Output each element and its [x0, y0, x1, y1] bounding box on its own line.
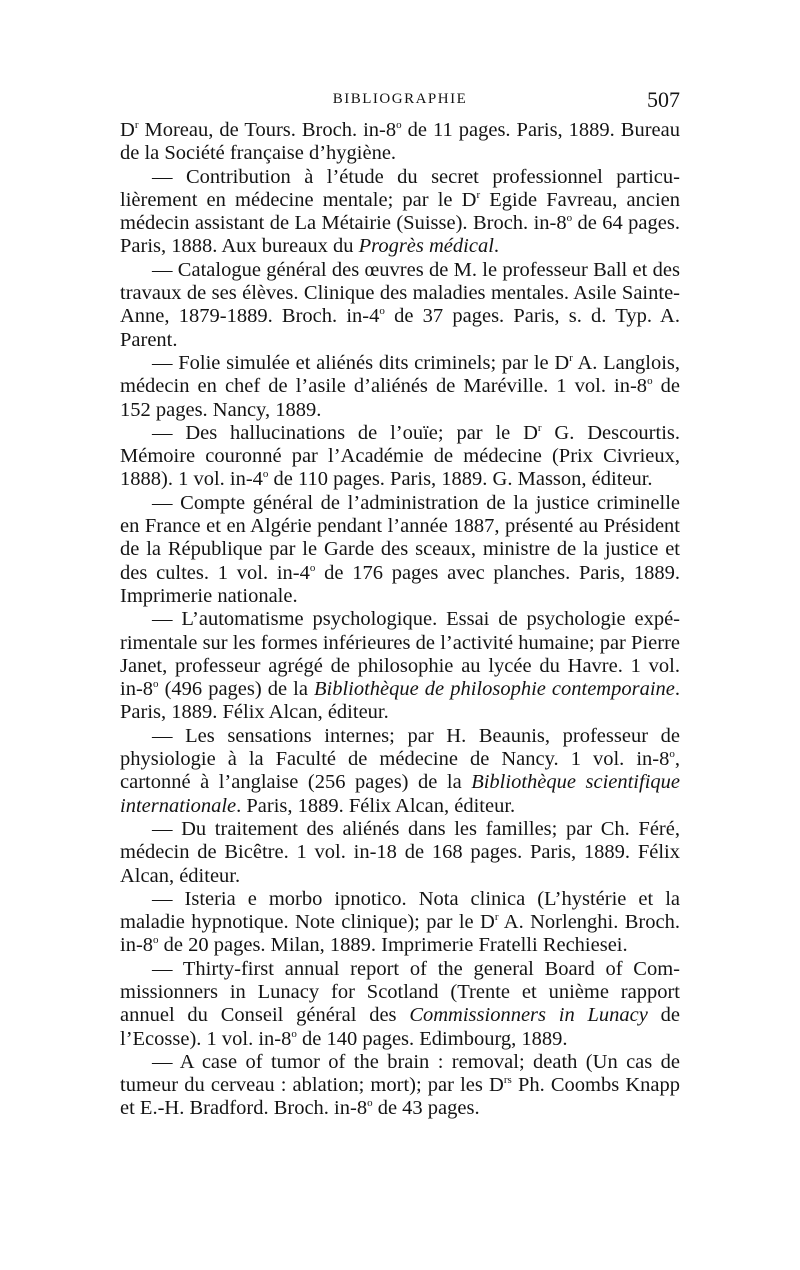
- entry-text: Moreau, de Tours. Broch. in-8: [138, 119, 397, 141]
- bibliography-entry: [120, 492, 680, 608]
- entry-text: de 64 pages. Paris, 1888. Aux bureaux du: [120, 212, 680, 258]
- bibliography-entry: [120, 119, 680, 166]
- entry-text: — Compte général de l’administration de la justice criminelle en France et en Algérie pendant l’année 1887, présenté au Président de la République par le Garde des sceaux, ministre de la justice et des cultes. 1 vol. in-4: [120, 491, 680, 584]
- entry-text: de 176 pages avec planches. Paris, 1889. Imprimerie nationale.: [120, 561, 680, 607]
- entry-text: de 152 pages. Nancy, 1889.: [120, 375, 680, 421]
- entry-text: — Contribution à l’étude du secret professionnel particulièrement en médecine mentale; par le D: [120, 165, 680, 211]
- bibliography-entry: [120, 422, 680, 492]
- superscript: r: [476, 188, 481, 201]
- entry-text: — Du traitement des aliénés dans les familles; par Ch. Féré, médecin de Bicêtre. 1 vol. in-18 de 168 pages. Paris, 1889. Félix Alcan, éditeur.: [120, 817, 680, 887]
- bibliography-list: [120, 119, 680, 1121]
- bibliography-entry: [120, 352, 680, 422]
- bibliography-entry: [120, 725, 680, 818]
- superscript: r: [134, 119, 139, 131]
- bibliography-entry: [120, 259, 680, 352]
- superscript: r: [537, 421, 542, 434]
- entry-text: , cartonné à l’anglaise (256 pages) de la: [120, 748, 680, 794]
- running-title: BIBLIOGRAPHIE: [332, 91, 468, 107]
- entry-text: A. Norlenghi. Broch. in-8: [120, 911, 680, 957]
- entry-text: de 110 pages. Paris, 1889. G. Masson, éditeur.: [268, 468, 653, 491]
- superscript: o: [309, 561, 316, 574]
- italic-title: Bibliothèque scientifique internationale: [120, 771, 680, 817]
- superscript: o: [647, 375, 653, 388]
- bibliography-entry: [120, 166, 680, 259]
- entry-text: — L’automatisme psychologique. Essai de psychologie expérimentale sur les formes inférieures de l’activité humaine; par Pierre Janet, professeur agrégé de philosophie au lycée du Havre. 1 vol. in-8: [120, 608, 680, 701]
- entry-text: Ph. Coombs Knapp et E.-H. Bradford. Broch. in-8: [120, 1074, 680, 1120]
- superscript: o: [379, 305, 385, 318]
- entry-text: — Des hallucinations de l’ouïe; par le D: [152, 421, 538, 444]
- entry-text: — Folie simulée et aliénés dits criminels; par le D: [152, 351, 570, 374]
- entry-text: Egide Favreau, ancien médecin assistant de La Métairie (Suisse). Broch. in-8: [120, 188, 680, 235]
- entry-text: de 43 pages.: [372, 1097, 480, 1120]
- italic-title: Commissionners in Lunacy: [409, 1004, 648, 1027]
- entry-text: . Paris, 1889. Félix Alcan, éditeur.: [236, 794, 516, 817]
- entry-text: .: [493, 235, 500, 258]
- italic-title: Progrès médical: [358, 235, 494, 258]
- superscript: rs: [503, 1074, 512, 1087]
- entry-text: de 37 pages. Paris, s. d. Typ. A. Parent.: [120, 305, 680, 351]
- entry-text: — Isteria e morbo ipnotico. Nota clinica (L’hystérie et la maladie hypnotique. Note clinique); par le D: [120, 887, 680, 934]
- entry-text: . Paris, 1889. Félix Alcan, éditeur.: [120, 678, 680, 724]
- entry-text: D: [120, 119, 135, 141]
- entry-text: — Les sensations internes; par H. Beaunis, professeur de physiologie à la Faculté de médecine de Nancy. 1 vol. in-8: [120, 724, 680, 771]
- superscript: r: [494, 911, 499, 924]
- entry-text: de 20 pages. Milan, 1889. Imprimerie Fratelli Rechiesei.: [158, 934, 628, 957]
- entry-text: — A case of tumor of the brain : removal; death (Un cas de tumeur du cerveau : ablation; mort); par les D: [120, 1050, 680, 1097]
- entry-text: — Thirty-first annual report of the general Board of Commissionners in Lunacy for Scotland (Trente et unième rapport annuel du Conseil général des: [120, 957, 680, 1027]
- superscript: o: [153, 678, 159, 691]
- superscript: o: [262, 468, 269, 481]
- italic-title: Bibliothèque de philosophie contemporaine: [314, 678, 675, 701]
- superscript: o: [669, 748, 675, 761]
- entry-text: de l’Ecosse). 1 vol. in-8: [120, 1004, 681, 1050]
- superscript: r: [569, 351, 573, 364]
- entry-text: de 11 pages. Paris, 1889. Bureau de la Société française d’hygiène.: [120, 119, 681, 165]
- bibliography-entry: [120, 818, 680, 888]
- page-number: 507: [647, 87, 680, 112]
- entry-text: G. Descourtis. Mémoire couronné par l’Académie de médecine (Prix Civrieux, 1888). 1 vol. in-4: [120, 421, 680, 491]
- entry-text: (496 pages) de la: [158, 678, 314, 701]
- superscript: o: [291, 1027, 297, 1040]
- bibliography-entry: [120, 888, 680, 958]
- superscript: o: [396, 119, 402, 131]
- bibliography-entry: [120, 1051, 680, 1121]
- superscript: o: [367, 1097, 373, 1110]
- running-head: [120, 87, 680, 115]
- entry-text: de 140 pages. Edimbourg, 1889.: [296, 1027, 568, 1050]
- entry-text: A. Langlois, médecin en chef de l’asile d’aliénés de Maréville. 1 vol. in-8: [120, 351, 680, 398]
- bibliography-entry: [120, 958, 680, 1051]
- superscript: o: [566, 212, 573, 225]
- entry-text: — Catalogue général des œuvres de M. le professeur Ball et des travaux de ses élèves. Clinique des maladies mentales. Asile Sainte-Anne, 1879-1889. Broch. in-4: [120, 258, 680, 328]
- bibliography-entry: [120, 608, 680, 724]
- superscript: o: [153, 934, 159, 947]
